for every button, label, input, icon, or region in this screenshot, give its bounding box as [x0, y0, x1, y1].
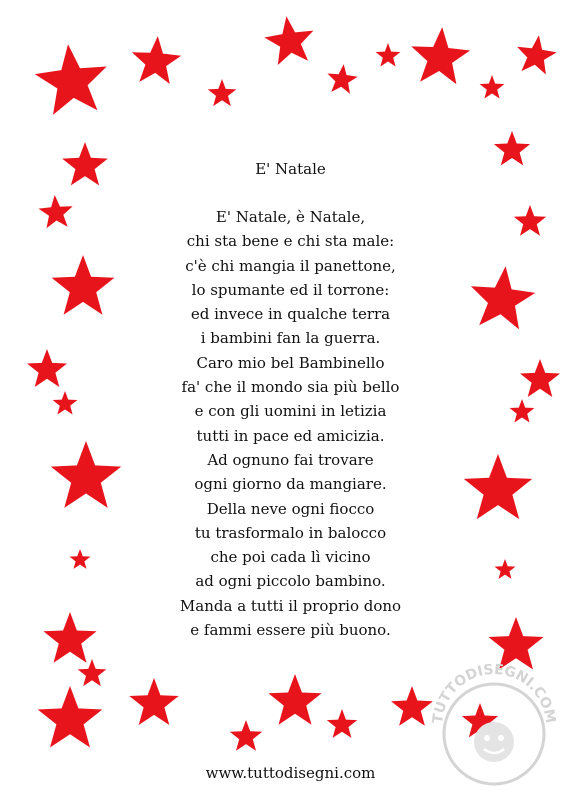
poem-line: che poi cada lì vicino — [210, 548, 371, 567]
poem-line: c'è chi mangia il panettone, — [185, 256, 396, 275]
star-icon — [411, 27, 470, 84]
poem-line: chi sta bene e chi sta male: — [186, 232, 395, 251]
star-icon — [376, 43, 401, 67]
poem-line: ad ogni piccolo bambino. — [195, 572, 386, 591]
star-icon — [129, 678, 178, 725]
watermark-text: TUTTODISEGNI.COM — [429, 661, 559, 725]
star-icon — [517, 35, 557, 74]
poem-line: Della neve ogni fiocco — [206, 499, 375, 518]
poem-line: Manda a tutti il proprio dono — [179, 596, 402, 615]
star-icon — [268, 674, 321, 725]
star-icon — [38, 686, 103, 748]
site-url: www.tuttodisegni.com — [205, 764, 376, 782]
star-icon — [35, 44, 107, 115]
star-icon — [327, 709, 357, 738]
star-icon — [132, 36, 181, 84]
poem-line: E' Natale, è Natale, — [215, 208, 366, 226]
star-icon — [264, 16, 313, 65]
poem-title: E' Natale — [255, 160, 326, 178]
star-icon — [230, 720, 262, 751]
poem-line: tutti in pace ed amicizia. — [196, 426, 385, 445]
poem-line: e con gli uomini in letizia — [194, 402, 387, 421]
poem-line: Caro mio bel Bambinello — [196, 353, 385, 372]
poem-line: i bambini fan la guerra. — [200, 329, 381, 348]
poem-line: fa' che il mondo sia più bello — [181, 378, 400, 397]
poem-line: ogni giorno da mangiare. — [194, 475, 387, 494]
poem-line: ed invece in qualche terra — [190, 305, 391, 324]
poem-line: lo spumante ed il torrone: — [191, 280, 390, 299]
poem-line: e fammi essere più buono. — [190, 621, 391, 640]
star-icon — [327, 64, 357, 94]
poem-line: tu trasformalo in balocco — [194, 523, 387, 542]
star-icon — [480, 75, 505, 99]
poem-line: Ad ognuno fai trovare — [207, 450, 374, 469]
poem-body — [0, 205, 581, 642]
star-icon — [78, 659, 107, 686]
star-icon — [208, 79, 237, 106]
